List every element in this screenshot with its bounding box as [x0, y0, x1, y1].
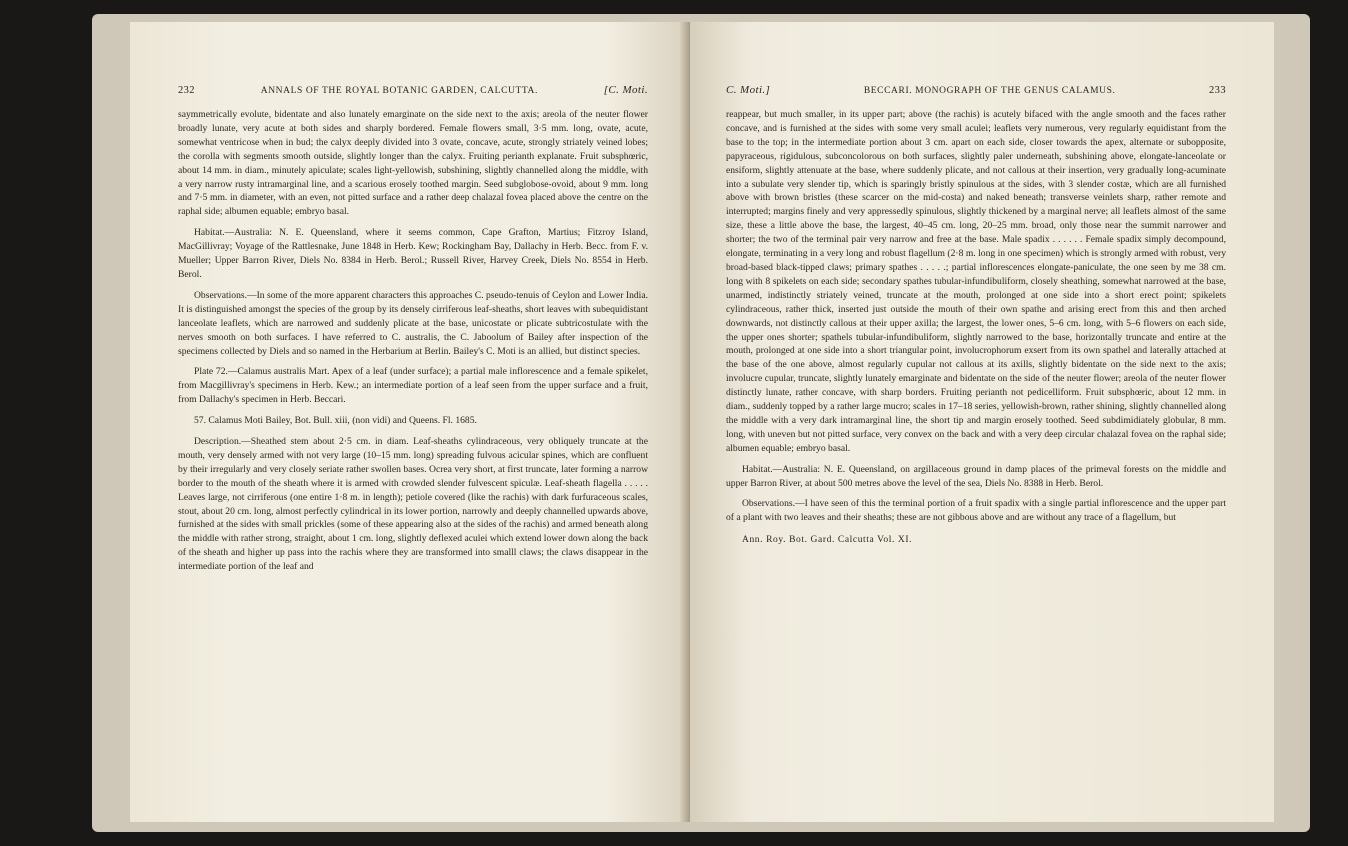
right-footer: Ann. Roy. Bot. Gard. Calcutta Vol. XI. [742, 535, 913, 546]
right-page-number: 233 [1209, 85, 1226, 96]
right-body-text [726, 108, 1226, 525]
paragraph: Habitat.—Australia: N. E. Queensland, on argillaceous ground in damp places of the primeval forests on the middle and upper Barron River, at about 500 metres above the level of the sea, Diels No. 8388 in Herb. Berol. [726, 463, 1226, 489]
species-heading: 57. Calamus Moti Bailey, Bot. Bull. xiii, (non vidi) and Queens. Fl. 1685. [194, 415, 477, 427]
right-running-head: BECCARI. MONOGRAPH OF THE GENUS CALAMUS. [863, 86, 1116, 96]
paragraph: Plate 72.—Calamus australis Mart. Apex of a leaf (under surface); a partial male inflorescence and a female spikelet, from Macgillivray's specimens in Herb. Kew.; an intermediate portion of a leaf seen from the upper surface and a fruit, from Dallachy's specimen in Herb. Beccari. [178, 366, 648, 406]
left-page [130, 22, 690, 822]
right-page [690, 22, 1274, 822]
left-running-tag: [C. Moti. [603, 84, 648, 96]
paragraph: Description.—Sheathed stem about 2·5 cm. in diam. Leaf-sheaths cylindraceous, very obliquely truncate at the mouth, very densely armed with not very large (10–15 mm. long) spreading fulvous acicular spines, which are confluent by their irregularly and very closely seriate rather swollen bases. Ocrea very short, at first truncate, later forming a narrow border to the mouth of the sheath where it is armed with crowded slender fulvescent spiculæ. Leaf-sheath flagella . . . . . Leaves large, not cirriferous (one entire 1·8 m. in length); petiole covered (like the rachis) with dark furfuraceous scales, stout, about 20 cm. long, almost perfectly cylindrical in its lower portion, narrowly and deeply channelled upwards above, furnished at the sides with small prickles (some of these appearing also at the sides of the rachis) and armed beneath along the middle with rather strong, straight, about 1 cm. long, slightly deflexed aculei which extend lower down along the back of the sheath and higher up pass into the rachis where they are transformed into smalll claws; the claws disappear in the intermediate portion of the leaf and [178, 436, 648, 573]
paragraph: reappear, but much smaller, in its upper part; above (the rachis) is acutely bifaced with the angle smooth and the faces rather concave, and is furnished at the sides with some very small aculei; leaflets very numerous, very regularly equidistant from the base to the top; in the intermediate portion about 3 cm. apart on each side, closer towards the apex, alternate or subopposite, papyraceous, rigidulous, subconcolorous on both surfaces, slightly paler underneath, subshining above, elongate-lanceolate or ensiform, slightly attenuate at the base, where suddenly plicate, and not callous at their insertion, very gradually long-acuminate into a subulate very slender tip, which is sparingly bristly spinulous at the sides, with 3 slender costæ, which are all furnished above with brown bristles (these scarcer on the mid-costa) and naked beneath; transverse veinlets sharp, rather remote and interrupted; margins finely and very appressedly spinulous, slightly thickened by a marginal nerve; all leaflets almost of the same size, these a little above the base, the largest, 40–45 cm. long, 20–25 mm. broad, only those near the summit narrower and shorter; the two of the terminal pair very narrow and free at the base. Male spadix . . . . . . Female spadix simply decompound, elongate, terminating in a very long and robust flagellum (2·8 m. long in one specimen) which is strongly armed with robust, very broad-based black-tipped claws; primary spathes . . . . .; partial inflorescences elongate-paniculate, the one seen by me 38 cm. long with 8 spikelets on each side; secondary spathes tubular-infundibuliform, closely sheathing, somewhat narrowed at the base, unarmed, indistinctly striately veined, truncate at the mouth, prolonged at one side into a short erect point; spikelets cylindraceous, rather thick, inserted just outside the mouth of their own spathe and arising erect from this and then arched downwards, not distinctly callous at their upper axilla; the largest, the lower ones, 5–6 cm. long, with 5–6 flowers on each side, the upper ones shorter; spathels tubular-infundibuliform, slightly narrowed to the base, horizontally truncate and entire at the mouth, prolonged at one side into a short triangular point, involucrophorum exsert from its own spathel and laterally attached at the base of the one above, almost regularly cupular not callous at its axills, slightly bidentate on the side next to the axis; involucre cupular, truncate, slightly lunately emarginate and bidentate on the side of the neuter flower; areola of the neuter flower distinctly lunate, rather concave, with sharp borders. Fruiting perianth not pedicelliform. Fruit subsphœric, about 12 mm. in diam., suddenly topped by a rather large mucro; scales in 17–18 series, yellowish-brown, rather shining, slightly channelled along the middle with a very dark intramarginal line, the short tip and margin erosely toothed. Seed subdimidiately globular, 8 mm. long, with uneven but not pitted surface, very convex on the back and with a very deep circular chalazal fovea on the raphal side; albumen equable; embryo basal. [726, 109, 1226, 454]
right-running-header [726, 84, 1226, 96]
left-running-head: ANNALS OF THE ROYAL BOTANIC GARDEN, CALCUTTA. [260, 86, 538, 96]
paragraph: Observations.—I have seen of this the terminal portion of a fruit spadix with a single partial inflorescence and the upper part of a plant with two leaves and their sheaths; these are not gibbous above and are without any trace of a flagellum, but [726, 498, 1226, 524]
left-body-text [178, 108, 648, 574]
paragraph: Observations.—In some of the more apparent characters this approaches C. pseudo-tenuis of Ceylon and Lower India. It is distinguished amongst the species of the group by its densely cirriferous leaf-sheaths, short leaves with subequidistant lanceolate leaflets, which are narrowed and suddenly plicate at the base, unicostate or plicate subtricostulate with the nerves smooth on both surfaces. I have referred to C. australis, the C. Jaboolum of Bailey after inspection of the specimens collected by Diels and so named in the Herbarium at Berlin. Bailey's C. Moti is an allied, but distinct species. [178, 289, 649, 357]
left-running-header [178, 84, 648, 96]
paragraph: saymmetrically evolute, bidentate and also lunately emarginate on the side next to the axis; areola of the neuter flower broadly lunate, very acute at both sides and sharply bordered. Female flowers small, 3·5 mm. long, ovate, acute, somewhat ventricose when in bud; the calyx deeply divided into 3 ovate, concave, acute, strongly striately veined lobes; the corolla with segments smooth outside, slightly longer than the calyx. Fruiting perianth explanate. Fruit subsphœric, about 14 mm. in diam., minutely apiculate; scales light-yellowish, subshining, slightly channelled along the middle, with a very narrow rusty intramarginal line, and a scarious erosely toothed margin. Seed subglobose-ovoid, about 9 mm. long and 7·5 mm. in diameter, with an even, not pitted surface and a rather deep chalazal fovea placed above the centre on the raphal side; albumen equable; embryo basal. [178, 109, 648, 218]
paragraph: Habitat.—Australia: N. E. Queensland, where it seems common, Cape Grafton, Martius; Fitzroy Island, MacGillivray; Voyage of the Rattlesnake, June 1848 in Herb. Kew; Rockingham Bay, Dallachy in Herb. Becc. from F. v. Mueller; Upper Barron River, Diels No. 8384 in Herb. Berol.; Russell River, Harvey Creek, Diels No. 8554 in Herb. Berol. [178, 227, 648, 280]
right-running-tag: C. Moti.] [726, 84, 771, 96]
left-page-number: 232 [178, 85, 195, 96]
